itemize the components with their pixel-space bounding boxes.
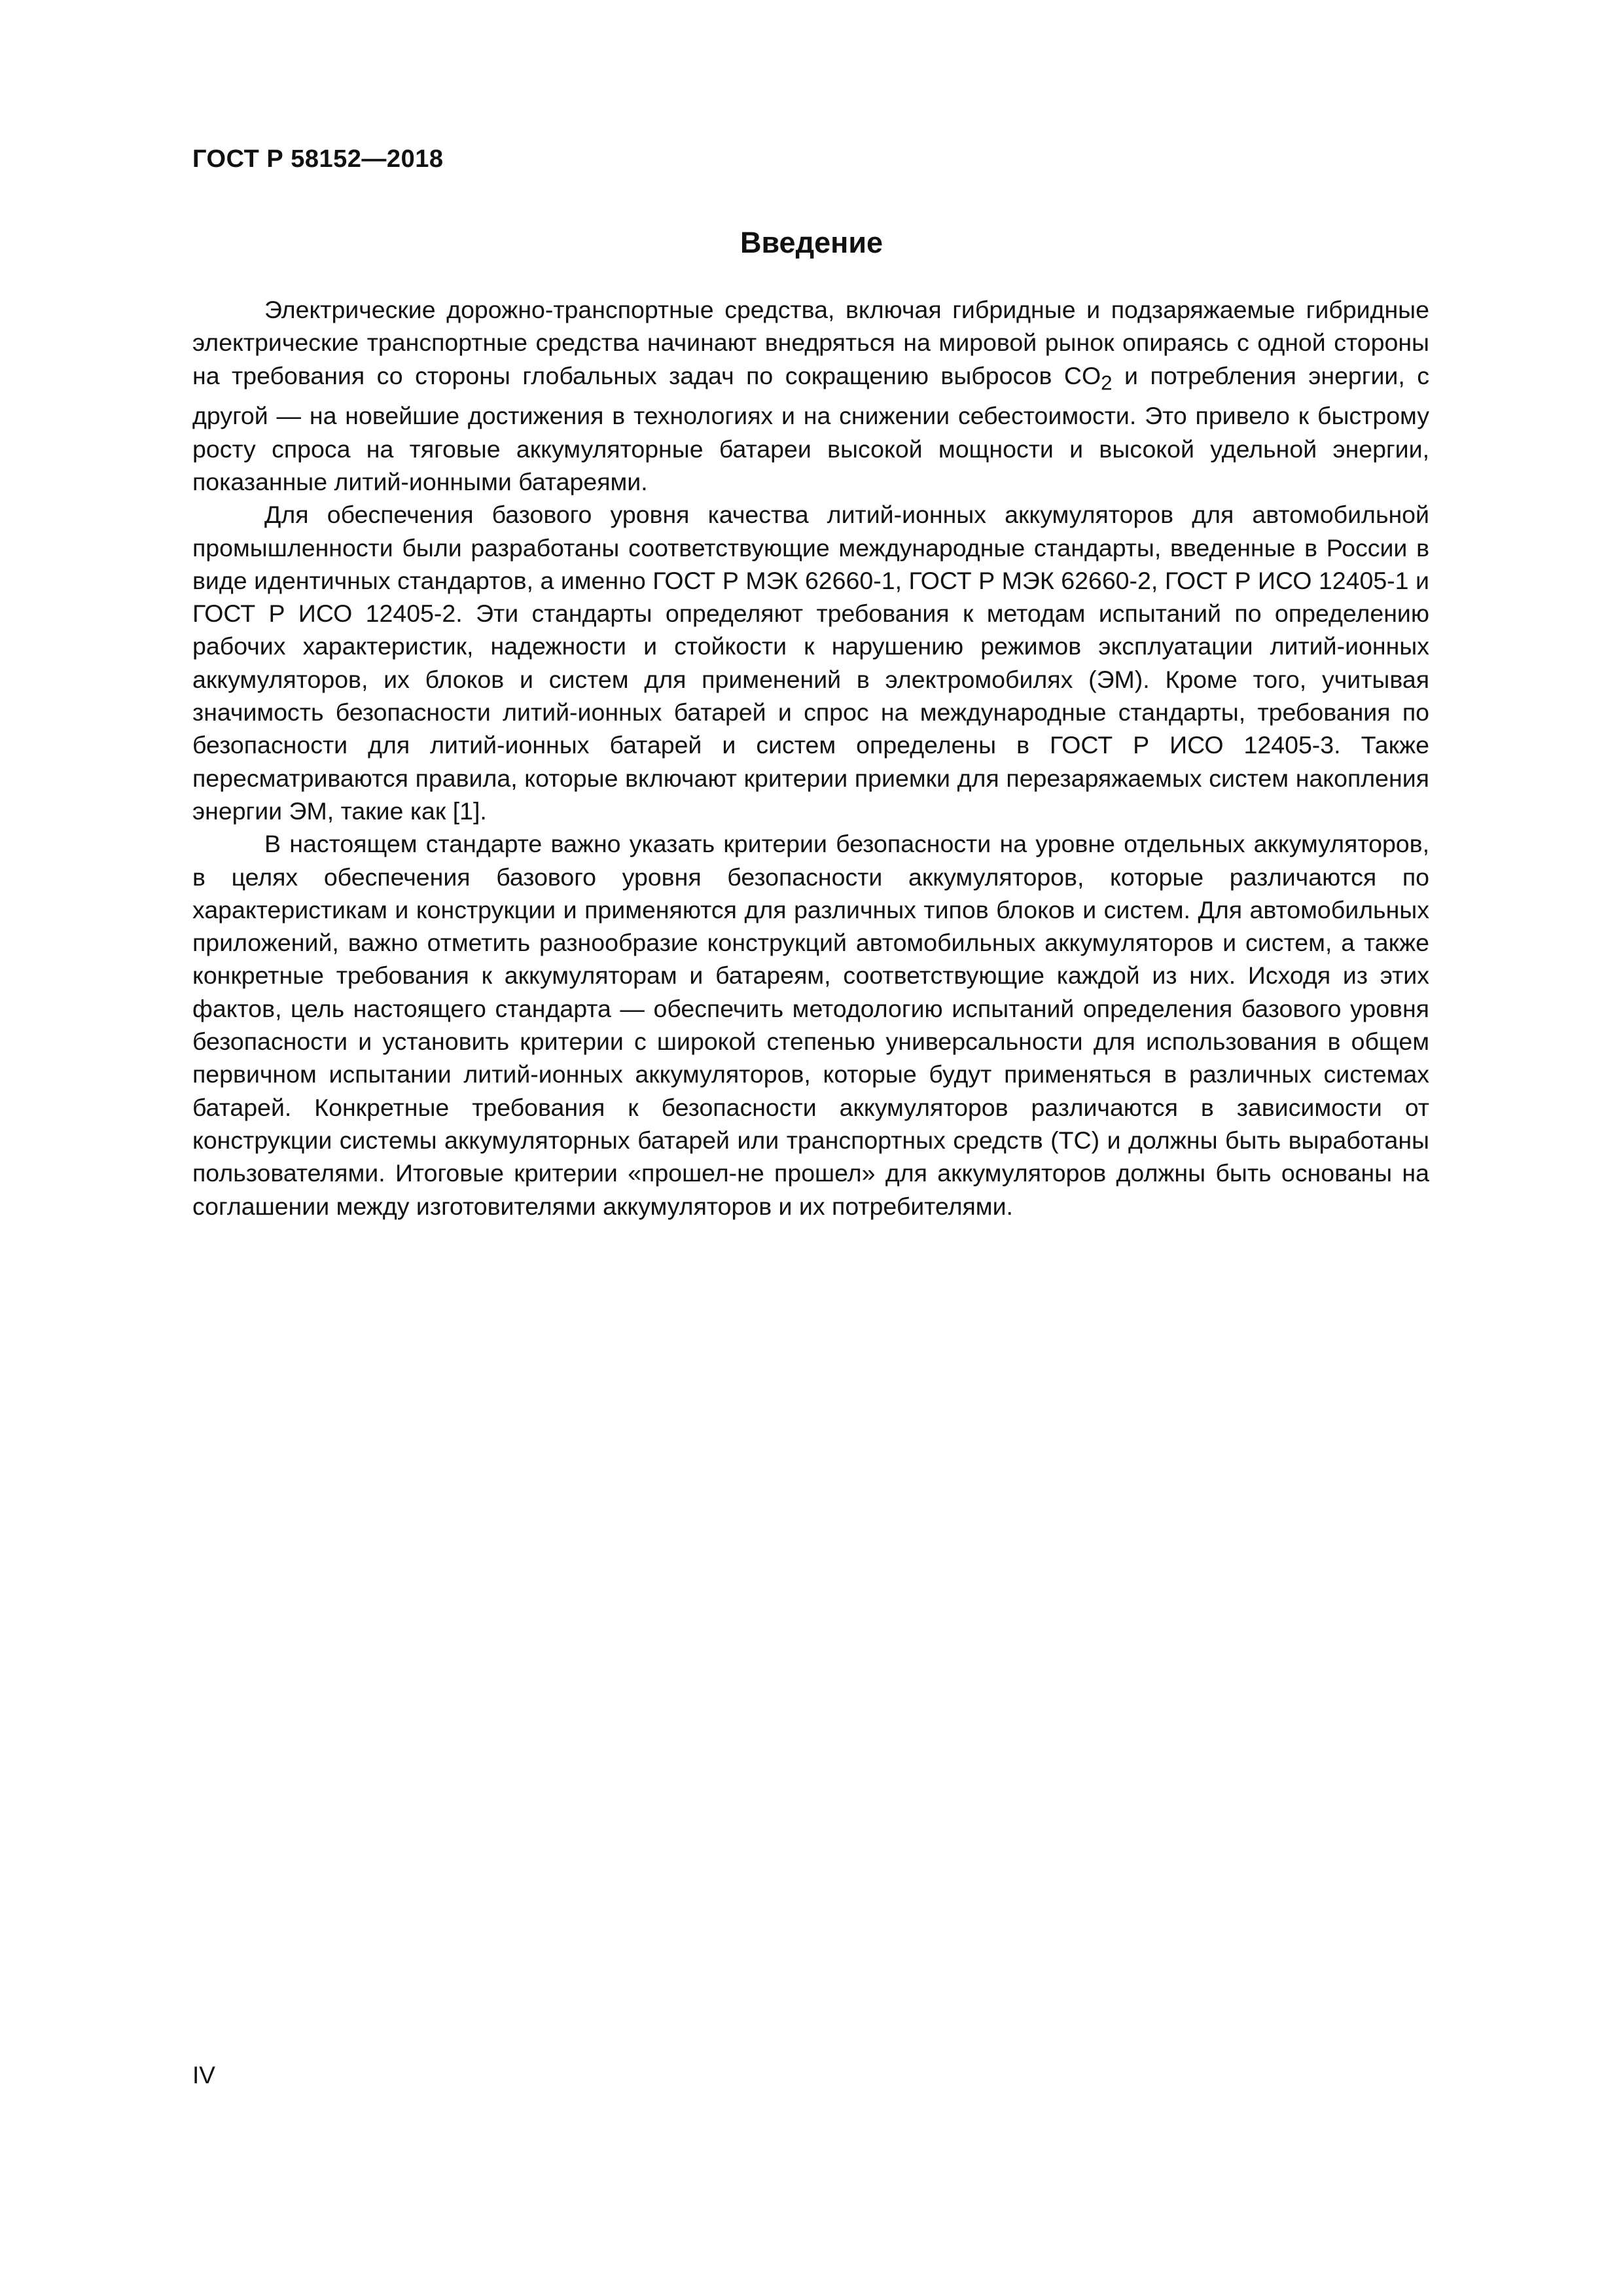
body-text (192, 293, 1429, 1223)
page-number: IV (192, 2062, 215, 2089)
paragraph-text: Электрические дорожно-транспортные средства, включая гибридные и подзаряжаемые гибридные электрические транспортные средства начинают внедряться на мировой рынок опираясь с одной стороны на требования со стороны глобальных задач по сокращению выбросов CO (192, 296, 1429, 389)
section-title: Введение (740, 226, 883, 259)
paragraph: Для обеспечения базового уровня качества литий-ионных аккумуляторов для автомобильной промышленности были разработаны соответствующие международные стандарты, введенные в России в виде идентичных стандартов, а именно ГОСТ Р МЭК 62660-1, ГОСТ Р МЭК 62660-2, ГОСТ Р ИСО 12405-1 и ГОСТ Р ИСО 12405-2. Эти стандарты определяют требования к методам испытаний по определению рабочих характеристик, надежности и стойкости к нарушению режимов эксплуатации литий-ионных аккумуляторов, их блоков и систем для применений в электромобилях (ЭМ). Кроме того, учитывая значимость безопасности литий-ионных батарей и спрос на международные стандарты, требования по безопасности для литий-ионных батарей и систем определены в ГОСТ Р ИСО 12405-3. Также пересматриваются правила, которые включают критерии приемки для перезаряжаемых систем накопления энергии ЭМ, такие как [1]. (192, 501, 1429, 825)
paragraph: В настоящем стандарте важно указать критерии безопасности на уровне отдельных аккумуляторов, в целях обеспечения базового уровня безопасности аккумуляторов, которые различаются по характеристикам и конструкции и применяются для различных типов блоков и систем. Для автомобильных приложений, важно отметить разнообразие конструкций автомобильных аккумуляторов и систем, а также конкретные требования к аккумуляторам и батареям, соответствующие каждой из них. Исходя из этих фактов, цель настоящего стандарта — обеспечить методологию испытаний определения базового уровня безопасности и установить критерии с широкой степенью универсальности для использования в общем первичном испытании литий-ионных аккумуляторов, которые будут применяться в различных системах батарей. Конкретные требования к безопасности аккумуляторов различаются в зависимости от конструкции системы аккумуляторных батарей или транспортных средств (ТС) и должны быть выработаны пользователями. Итоговые критерии «прошел-не прошел» для аккумуляторов должны быть основаны на соглашении между изготовителями аккумуляторов и их потребителями. (192, 830, 1429, 1220)
paragraph (192, 293, 1429, 498)
subscript: 2 (1101, 371, 1113, 395)
paragraph-text: и потребления энергии, с другой — на новейшие достижения в технологиях и на снижении себестоимости. Это привело к быстрому росту спроса на тяговые аккумуляторные батареи высокой мощности и высокой удельной энергии, показанные литий-ионными батареями. (192, 361, 1429, 495)
document-code-header: ГОСТ Р 58152—2018 (192, 145, 444, 173)
